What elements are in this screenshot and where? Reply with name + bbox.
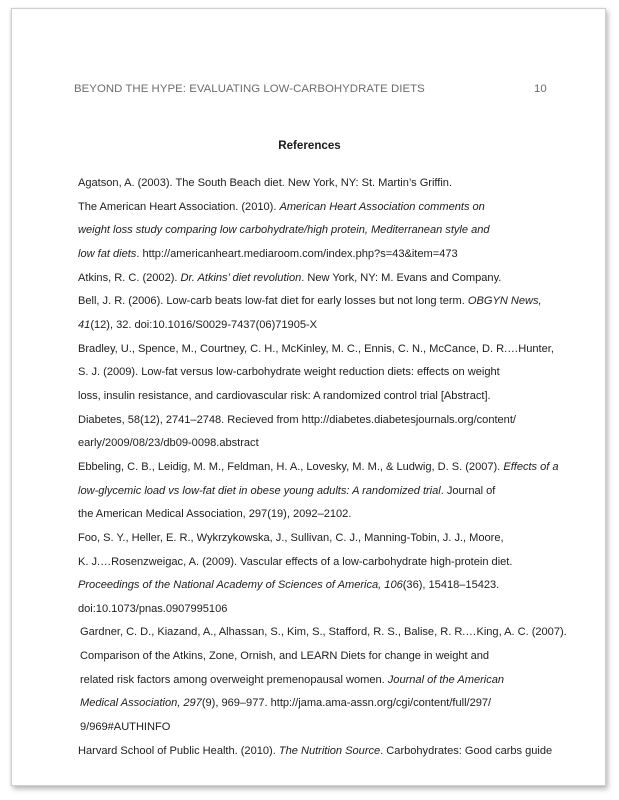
reference-text: . New York, NY: M. Evans and Company. xyxy=(301,271,502,284)
reference-line xyxy=(80,669,578,693)
reference-line xyxy=(78,480,578,504)
reference-text: doi:10.1073/pnas.0907995106 xyxy=(78,602,228,615)
reference-text: Harvard School of Public Health. (2010). xyxy=(78,744,279,757)
reference-italic-text: Medical Association, 297 xyxy=(80,697,202,710)
reference-text: Bell, J. R. (2006). Low-carb beats low-fat diet for early losses but not long term. xyxy=(78,295,468,308)
section-title: References xyxy=(278,139,341,152)
reference-line xyxy=(78,432,578,456)
reference-italic-text: Dr. Atkins’ diet revolution xyxy=(180,271,302,284)
reference-italic-text: Effects of a xyxy=(503,460,559,473)
reference-line xyxy=(78,314,578,338)
reference-italic-text: OBGYN News, xyxy=(467,295,542,308)
reference-text: Bradley, U., Spence, M., Courtney, C. H., McKinley, M. C., Ennis, C. N., McCance, D. R.…Hunter, xyxy=(78,342,554,355)
reference-text: Atkins, R. C. (2002). xyxy=(78,271,181,284)
reference-italic-text: Proceedings of the National Academy of Sciences of America, 106 xyxy=(78,579,403,592)
reference-entry xyxy=(78,172,578,196)
reference-text: Agatson, A. (2003). The South Beach diet. New York, NY: St. Martin’s Griffin. xyxy=(78,177,452,189)
reference-line xyxy=(78,361,578,385)
reference-text: loss, insulin resistance, and cardiovascular risk: A randomized control trial [Abstract]. xyxy=(78,389,491,402)
reference-italic-text: American Heart Association comments on xyxy=(279,200,485,213)
reference-line xyxy=(78,503,578,527)
reference-italic-text: Journal of the American xyxy=(387,673,505,686)
reference-line xyxy=(78,574,578,598)
reference-text: . Carbohydrates: Good carbs guide xyxy=(380,744,553,757)
reference-list xyxy=(78,172,578,763)
reference-text: K. J.…Rosenzweigac, A. (2009). Vascular effects of a low-carbohydrate high-protein diet. xyxy=(78,555,513,568)
reference-text: . http://americanheart.mediaroom.com/index.php?s=43&item=473 xyxy=(136,247,458,260)
reference-entry xyxy=(78,527,578,622)
reference-entry xyxy=(78,290,578,337)
reference-text: related risk factors among overweight premenopausal women. xyxy=(80,673,388,686)
reference-line xyxy=(80,645,578,669)
reference-italic-text: weight loss study comparing low carbohydrate/high protein, Mediterranean style and xyxy=(78,224,490,237)
reference-entry xyxy=(78,740,578,764)
page-number: 10 xyxy=(534,83,547,95)
reference-text: S. J. (2009). Low-fat versus low-carbohydrate weight reduction diets: effects on weight xyxy=(78,366,500,379)
reference-text: the American Medical Association, 297(19), 2092–2102. xyxy=(78,508,352,521)
reference-line xyxy=(78,219,578,243)
reference-italic-text: low fat diets xyxy=(78,247,137,260)
reference-line xyxy=(78,740,578,764)
reference-text: 9/969#AUTHINFO xyxy=(80,721,171,734)
reference-text: (9), 969–977. http://jama.ama-assn.org/cgi/content/full/297/ xyxy=(201,697,492,710)
reference-italic-text: 41 xyxy=(78,318,91,331)
reference-line xyxy=(80,692,578,716)
reference-line xyxy=(78,598,578,622)
reference-text: Ebbeling, C. B., Leidig, M. M., Feldman, H. A., Lovesky, M. M., & Ludwig, D. S. (2007). xyxy=(78,460,504,473)
reference-entry xyxy=(80,621,578,739)
reference-text: Foo, S. Y., Heller, E. R., Wykrzykowska, J., Sullivan, C. J., Manning-Tobin, J. J., Moore, xyxy=(78,531,504,544)
reference-text: (36), 15418–15423. xyxy=(402,579,500,592)
reference-line xyxy=(78,338,578,362)
reference-entry xyxy=(78,338,578,456)
reference-line xyxy=(78,409,578,433)
reference-italic-text: low-glycemic load vs low-fat diet in obese young adults: A randomized trial xyxy=(78,484,441,497)
reference-entry xyxy=(78,456,578,527)
reference-line xyxy=(78,267,578,291)
reference-line xyxy=(80,716,578,740)
reference-text: (12), 32. doi:10.1016/S0029-7437(06)71905-X xyxy=(90,318,318,331)
reference-line xyxy=(78,290,578,314)
reference-line xyxy=(78,456,578,480)
reference-text: Gardner, C. D., Kiazand, A., Alhassan, S., Kim, S., Stafford, R. S., Balise, R. R.…King, A. C. (2007). xyxy=(80,626,567,639)
reference-text: The American Heart Association. (2010). xyxy=(78,200,280,213)
reference-italic-text: The Nutrition Source xyxy=(278,744,381,757)
reference-text: early/2009/08/23/db09-0098.abstract xyxy=(78,437,259,450)
reference-line xyxy=(80,621,578,645)
reference-line xyxy=(78,172,578,196)
reference-text: Comparison of the Atkins, Zone, Ornish, and LEARN Diets for change in weight and xyxy=(80,650,490,663)
reference-text: Diabetes, 58(12), 2741–2748. Recieved from http://diabetes.diabetesjournals.org/content/ xyxy=(78,413,516,426)
reference-line xyxy=(78,551,578,575)
running-head: BEYOND THE HYPE: EVALUATING LOW-CARBOHYDRATE DIETS xyxy=(74,83,425,95)
reference-line xyxy=(78,527,578,551)
reference-entry xyxy=(78,267,578,291)
reference-text: . Journal of xyxy=(440,484,496,497)
reference-entry xyxy=(78,196,578,267)
reference-line xyxy=(78,243,578,267)
reference-line xyxy=(78,196,578,220)
reference-line xyxy=(78,385,578,409)
